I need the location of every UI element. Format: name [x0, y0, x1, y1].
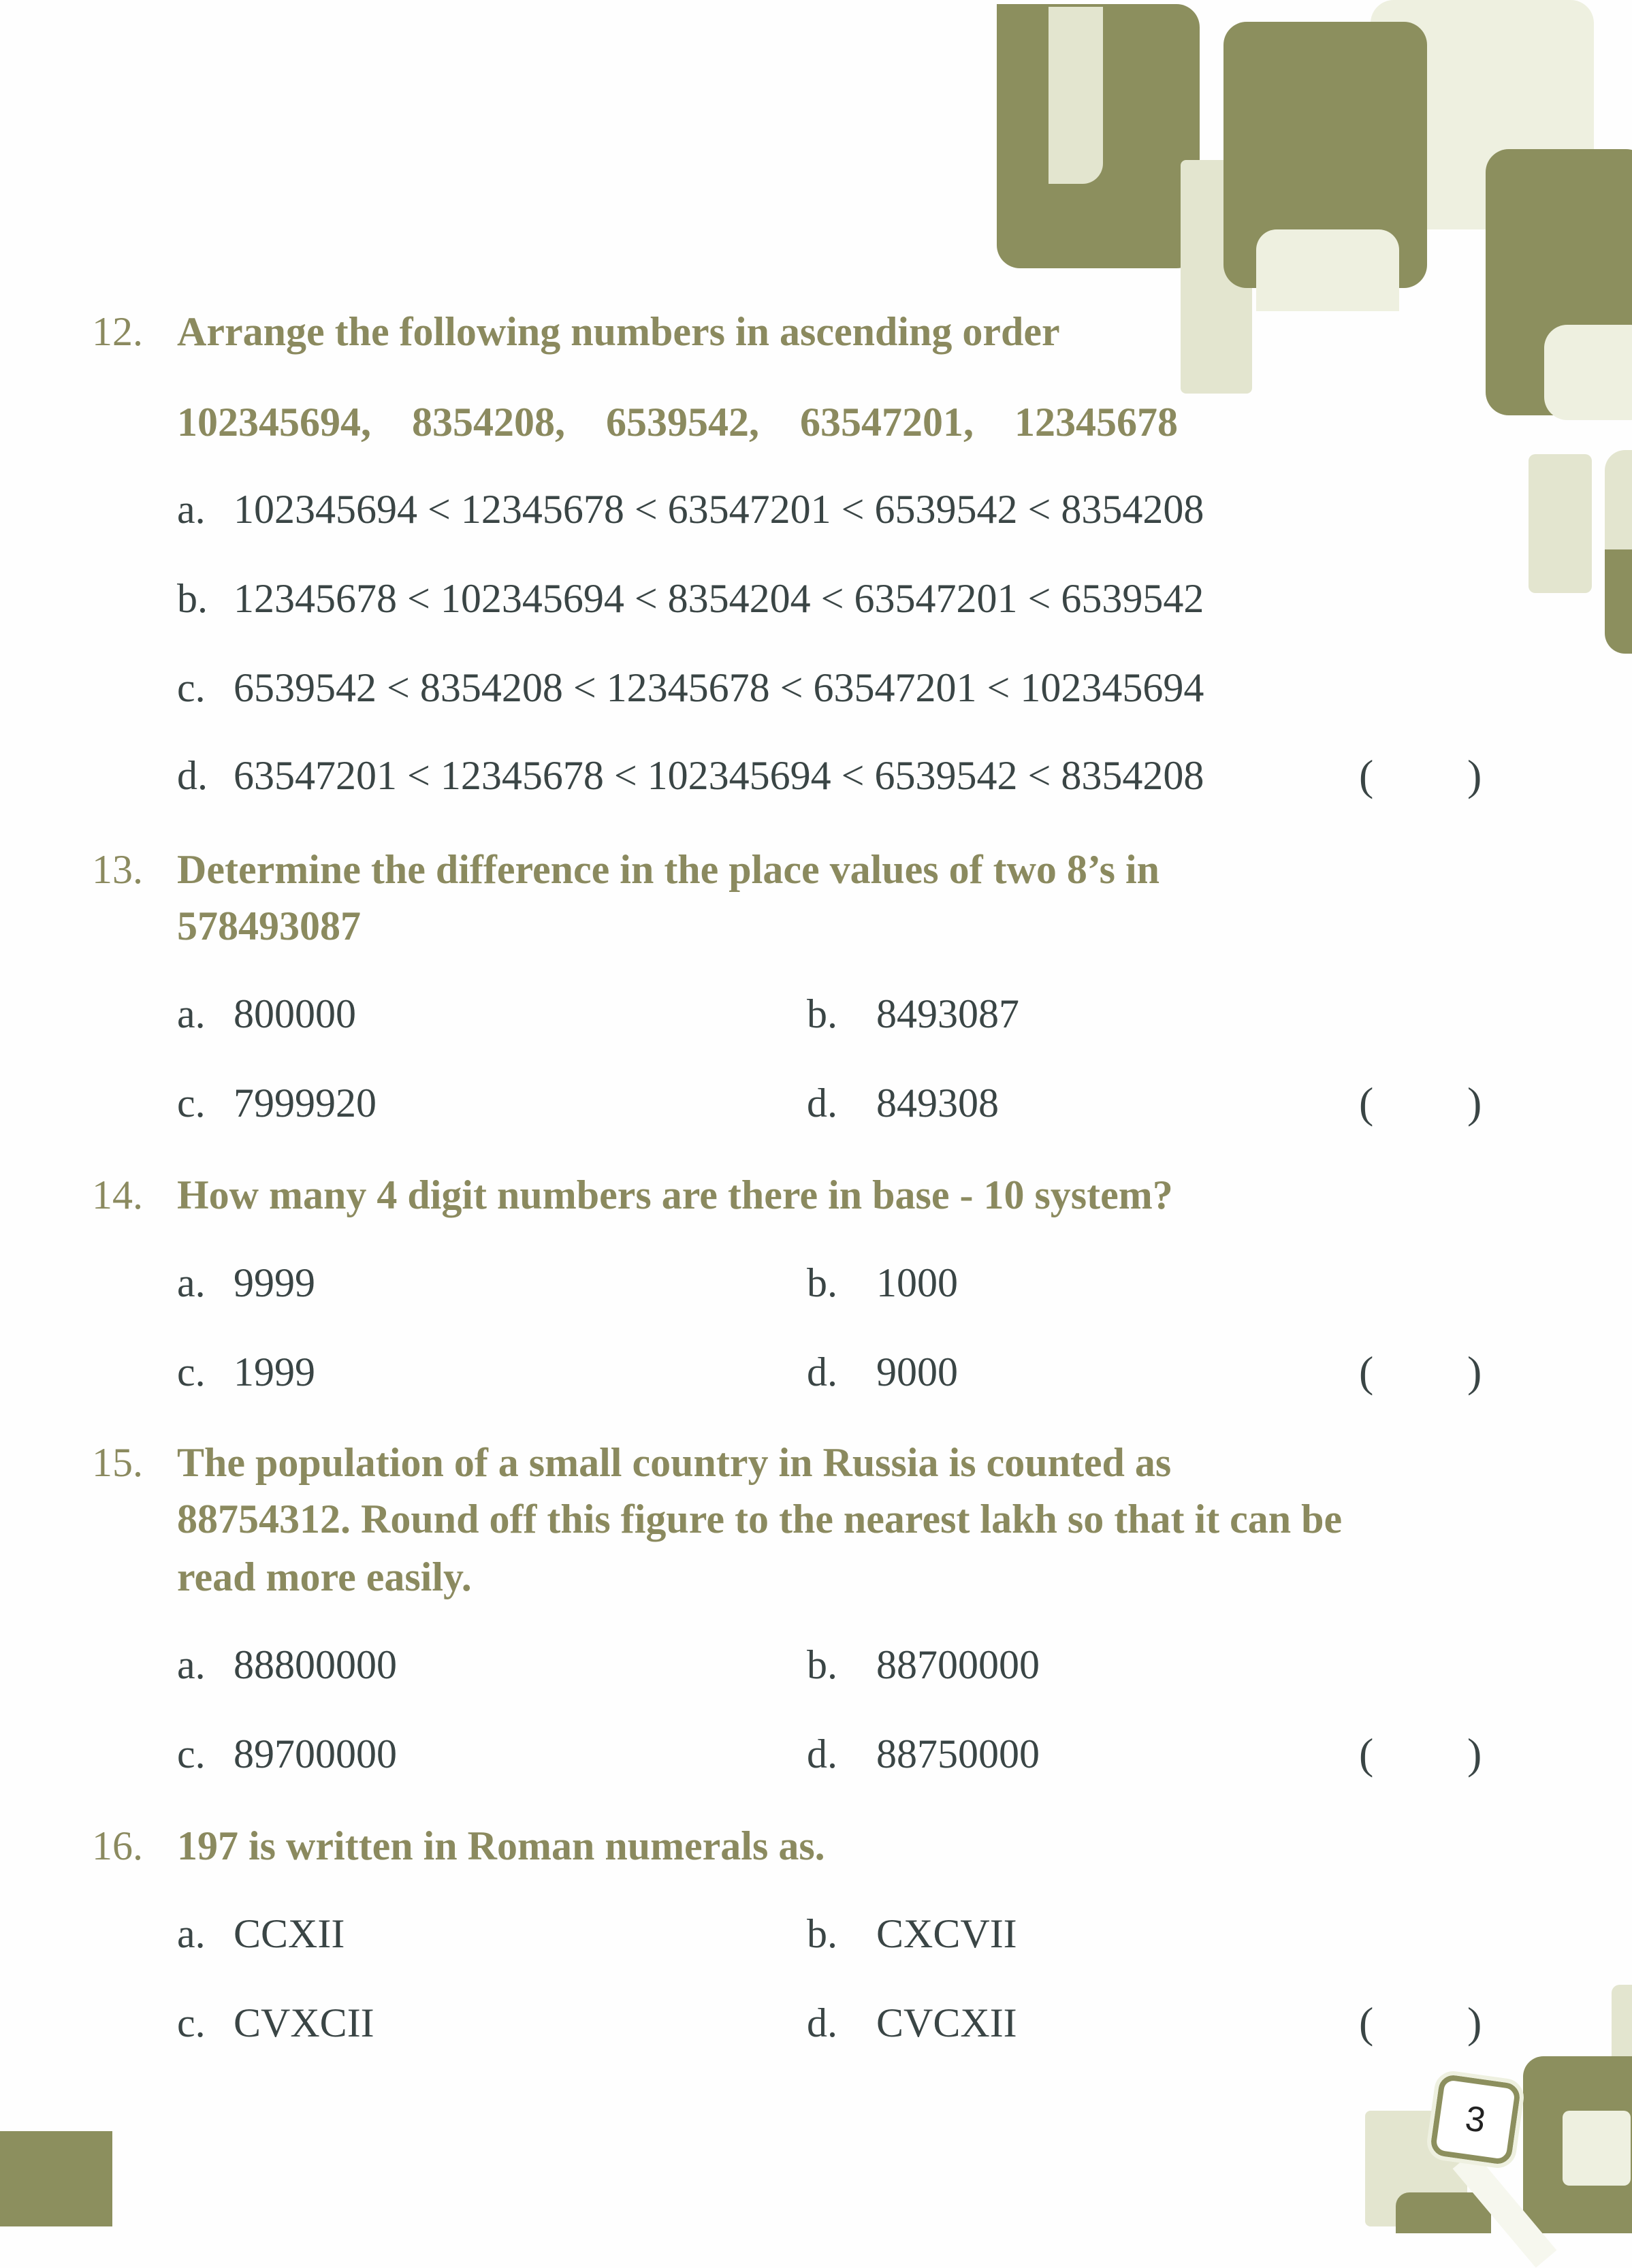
- option-d: d. 9000: [807, 1349, 958, 1394]
- option-c: c. CVXCII: [177, 2000, 374, 2045]
- question-number: 12.: [92, 309, 143, 354]
- answer-bracket-close: ): [1467, 751, 1482, 799]
- answer-bracket-open: (: [1359, 1347, 1374, 1396]
- option-a: a. CCXII: [177, 1911, 345, 1956]
- option-c: c. 1999: [177, 1349, 315, 1394]
- answer-bracket-close: ): [1467, 1347, 1482, 1396]
- option-c: c. 89700000: [177, 1731, 397, 1776]
- option-b: b. 12345678 < 102345694 < 8354204 < 63547201 < 6539542: [177, 576, 1204, 621]
- question-text: Determine the difference in the place values of two 8’s in: [177, 847, 1160, 892]
- option-a: a. 9999: [177, 1260, 315, 1305]
- answer-bracket-close: ): [1467, 1998, 1482, 2047]
- question-text: read more easily.: [177, 1554, 472, 1599]
- answer-bracket-close: ): [1467, 1729, 1482, 1778]
- question-number: 15.: [92, 1440, 143, 1485]
- question-text: 88754312. Round off this figure to the nearest lakh so that it can be: [177, 1497, 1343, 1542]
- option-a: a. 102345694 < 12345678 < 63547201 < 6539542 < 8354208: [177, 487, 1204, 532]
- page-number: 3: [1429, 2073, 1522, 2166]
- option-a: a. 88800000: [177, 1642, 397, 1687]
- question-number: 13.: [92, 847, 143, 892]
- option-a: a. 800000: [177, 991, 356, 1036]
- answer-bracket-open: (: [1359, 751, 1374, 799]
- question-text: 578493087: [177, 904, 361, 948]
- option-b: b. 1000: [807, 1260, 958, 1305]
- decoration-bottom-left: [0, 2131, 112, 2226]
- option-b: b. 88700000: [807, 1642, 1040, 1687]
- option-b: b. CXCVII: [807, 1911, 1017, 1956]
- option-c: c. 7999920: [177, 1081, 377, 1125]
- answer-bracket-open: (: [1359, 1998, 1374, 2047]
- option-d: d. CVCXII: [807, 2000, 1017, 2045]
- answer-bracket-open: (: [1359, 1729, 1374, 1778]
- answer-bracket-open: (: [1359, 1079, 1374, 1127]
- question-text: 197 is written in Roman numerals as.: [177, 1823, 825, 1868]
- option-d: d. 88750000: [807, 1731, 1040, 1776]
- question-text: Arrange the following numbers in ascending order: [177, 309, 1060, 354]
- option-c: c. 6539542 < 8354208 < 12345678 < 63547201 < 102345694: [177, 665, 1204, 710]
- option-b: b. 8493087: [807, 991, 1019, 1036]
- question-text: The population of a small country in Russia is counted as: [177, 1440, 1172, 1485]
- question-number: 16.: [92, 1823, 143, 1868]
- given-numbers: 102345694, 8354208, 6539542, 63547201, 12345678: [177, 400, 1178, 445]
- option-d: d. 849308: [807, 1081, 999, 1125]
- option-d: d. 63547201 < 12345678 < 102345694 < 6539542 < 8354208: [177, 753, 1204, 798]
- answer-bracket-close: ): [1467, 1079, 1482, 1127]
- question-text: How many 4 digit numbers are there in base - 10 system?: [177, 1172, 1173, 1217]
- question-number: 14.: [92, 1172, 143, 1217]
